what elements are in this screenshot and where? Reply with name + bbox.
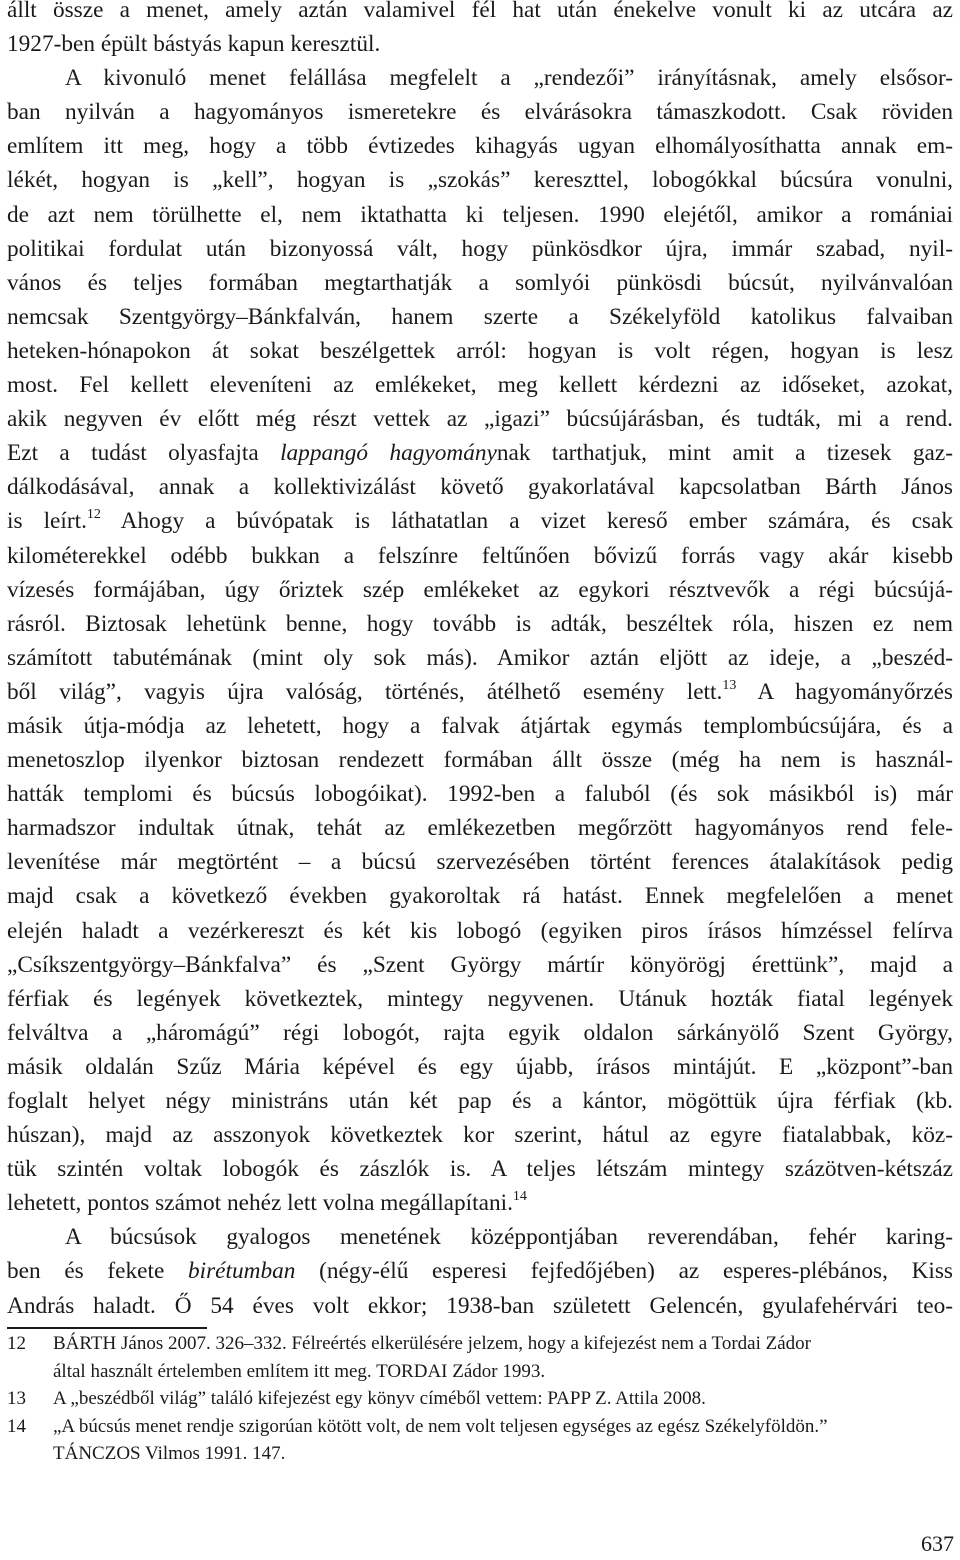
- text-run: Ezt a tudást olyasfajta: [7, 440, 259, 467]
- text-line: [7, 675, 953, 709]
- main-text: [7, 0, 953, 1323]
- text-line: [7, 1254, 953, 1288]
- footnote-line: TÁNCZOS Vilmos 1991. 147.: [53, 1443, 286, 1464]
- text-line: tük szintén voltak lobogók és zászlók is. A teljes létszám mintegy százötven-kétszáz: [7, 1156, 953, 1183]
- text-line: kilométerekkel odébb bukkan a felszínre feltűnően bővizű forrás vagy akár kisebb: [7, 542, 953, 569]
- text-run: A hagyományőrzés: [736, 678, 953, 705]
- footnote-number: 12: [7, 1333, 26, 1354]
- text-line: férfiak és legények következtek, mintegy negyvenen. Utánuk hozták fiatal legények: [7, 985, 953, 1012]
- text-line: menetoszlop ilyenkor biztosan rendezett formában állt össze (még ha nem is használ-: [7, 747, 953, 774]
- footnotes: [7, 1330, 953, 1468]
- text-line: András haladt. Ő 54 éves volt ekkor; 1938-ban született Gelencén, gyulafehérvári teo-: [7, 1292, 953, 1319]
- footnote-line: által használt értelemben említem itt meg. TORDAI Zádor 1993.: [53, 1360, 546, 1382]
- footnote-line: [7, 1330, 953, 1358]
- text-line: vízesés formájában, úgy őriztek szép emlékeket az egykori résztvevők a régi búcsújá-: [7, 576, 953, 603]
- text-line: húszan), majd az asszonyok következtek kor szerint, hátul az egyre fiatalabbak, köz-: [7, 1122, 953, 1149]
- text-line: másik oldalán Szűz Mária képével és egy újabb, írásos mintájút. E „központ”-ban: [7, 1053, 953, 1080]
- text-line: nemcsak Szentgyörgy–Bánkfalván, hanem szerte a Székelyföld katolikus falvaiban: [7, 303, 953, 330]
- text-line: elején haladt a vezérkereszt és két kis lobogó (egyiken piros írásos hímzéssel felírva: [7, 917, 953, 944]
- text-line: lékét, hogyan is „kell”, hogyan is „szokás” kereszttel, lobogókkal búcsúra vonulni,: [7, 167, 953, 194]
- footnote-ref: 13: [722, 677, 737, 693]
- footnote-text: „A búcsús menet rendje szigorúan kötött volt, de nem volt teljesen egységes az egész Székelyföldön.”: [53, 1415, 828, 1437]
- text-line: ban nyilván a hagyományos ismeretekre és elvárásokra támaszkodott. Csak röviden: [7, 99, 953, 126]
- text-run: nak tarthatjuk, mint amit a tizesek gaz-: [496, 440, 953, 467]
- text-line: most. Fel kellett eleveníteni az emlékeket, meg kellett kérdezni az időseket, azokat,: [7, 372, 953, 399]
- text-line: levenítése már megtörtént – a búcsú szervezésében történt ferences átalakítások pedig: [7, 849, 953, 876]
- text-line: számított tabutémának (mint oly sok más). Amikor aztán eljött az ideje, a „beszéd-: [7, 644, 953, 671]
- text-line: dálkodásával, annak a kollektivizálást követő gyakorlatával kapcsolatban Bárth János: [7, 474, 953, 501]
- footnote-line: [7, 1413, 953, 1441]
- text-line: majd csak a következő években gyakoroltak rá hatást. Ennek megfelelően a menet: [7, 883, 953, 910]
- text-run: ből világ”, vagyis újra valóság, történés, átélhető esemény lett.: [7, 678, 723, 705]
- text-line: említem itt meg, hogy a több évtizedes kihagyás ugyan elhomályosíthatta annak em-: [7, 133, 953, 160]
- text-line: állt össze a menet, amely aztán valamivel fél hat után énekelve vonult ki az utcára az: [7, 0, 953, 23]
- text-line: politikai fordulat után bizonyossá vált, hogy pünkösdkor újra, immár szabad, nyil-: [7, 235, 953, 262]
- text-line: másik útja-módja az lehetett, hogy a falvak átjártak egymás templombúcsújára, és a: [7, 712, 953, 739]
- text-line: vános és teljes formában megtarthatják a somlyói pünkösdi búcsút, nyilvánvalóan: [7, 269, 953, 296]
- text-line: A kivonuló menet felállása megfelelt a „rendezői” irányításnak, amely elsősor-: [65, 65, 953, 92]
- text-line: [7, 1186, 953, 1220]
- text-line: hatták templomi és búcsús lobogóikat). 1992-ben a faluból (és sok másikból is) már: [7, 781, 953, 808]
- text-run: (négy-élű esperesi fejfedőjében) az esperes-plébános, Kiss: [295, 1258, 953, 1285]
- text-line: foglalt helyet négy ministráns után két pap és a kántor, mögöttük újra férfiak (kb.: [7, 1088, 953, 1114]
- footnote-text: A „beszédből világ” találó kifejezést egy könyv címéből vettem: PAPP Z. Attila 2008.: [53, 1388, 706, 1409]
- page-number: 637: [921, 1531, 954, 1556]
- italic-term: lappangó hagyomány: [280, 440, 497, 467]
- footnote-line: [7, 1385, 953, 1413]
- text-run: is leírt.: [7, 508, 87, 535]
- text-run: Ahogy a búvópatak is láthatatlan a vizet kereső ember számára, és csak: [100, 508, 953, 535]
- text-line: „Csíkszentgyörgy–Bánkfalva” és „Szent György mártír könyörögj érettünk”, majd a: [7, 951, 953, 978]
- footnote-text: BÁRTH János 2007. 326–332. Félreértés elkerülésére jelzem, hogy a kifejezést nem a Tordai Zádor: [53, 1333, 811, 1354]
- text-line: rásról. Biztosak lehetünk benne, hogy tovább is adták, beszéltek róla, hiszen ez nem: [7, 610, 953, 637]
- text-line: akik negyven év előtt még részt vettek az „igazi” búcsújárásban, és tudták, mi a rend.: [7, 406, 953, 433]
- text-line: heteken-hónapokon át sokat beszélgettek arról: hogyan is volt régen, hogyan is lesz: [7, 337, 953, 364]
- text-line: felváltva a „háromágú” régi lobogót, rajta egyik oldalon sárkányölő Szent György,: [7, 1019, 953, 1046]
- text-line: [7, 504, 953, 538]
- text-line: 1927-ben épült bástyás kapun keresztül.: [7, 31, 381, 58]
- footnote-divider: [7, 1327, 207, 1329]
- text-line: [7, 436, 953, 470]
- text-line: de azt nem törülhette el, nem iktathatta ki teljesen. 1990 elejétől, amikor a romániai: [7, 201, 953, 228]
- italic-term: birétumban: [187, 1258, 296, 1285]
- footnote-ref: 12: [86, 507, 101, 523]
- text-line: A búcsúsok gyalogos menetének középpontjában reverendában, fehér karing-: [65, 1224, 953, 1251]
- footnote-number: 13: [7, 1388, 26, 1409]
- footnote-ref: 14: [512, 1189, 527, 1205]
- text-line: harmadszor indultak útnak, tehát az emlékezetben megőrzött hagyományos rend fele-: [7, 815, 953, 842]
- text-run: lehetett, pontos számot nehéz lett volna megállapítani.: [7, 1190, 513, 1217]
- footnote-number: 14: [7, 1415, 26, 1437]
- text-run: ben és fekete: [7, 1258, 165, 1285]
